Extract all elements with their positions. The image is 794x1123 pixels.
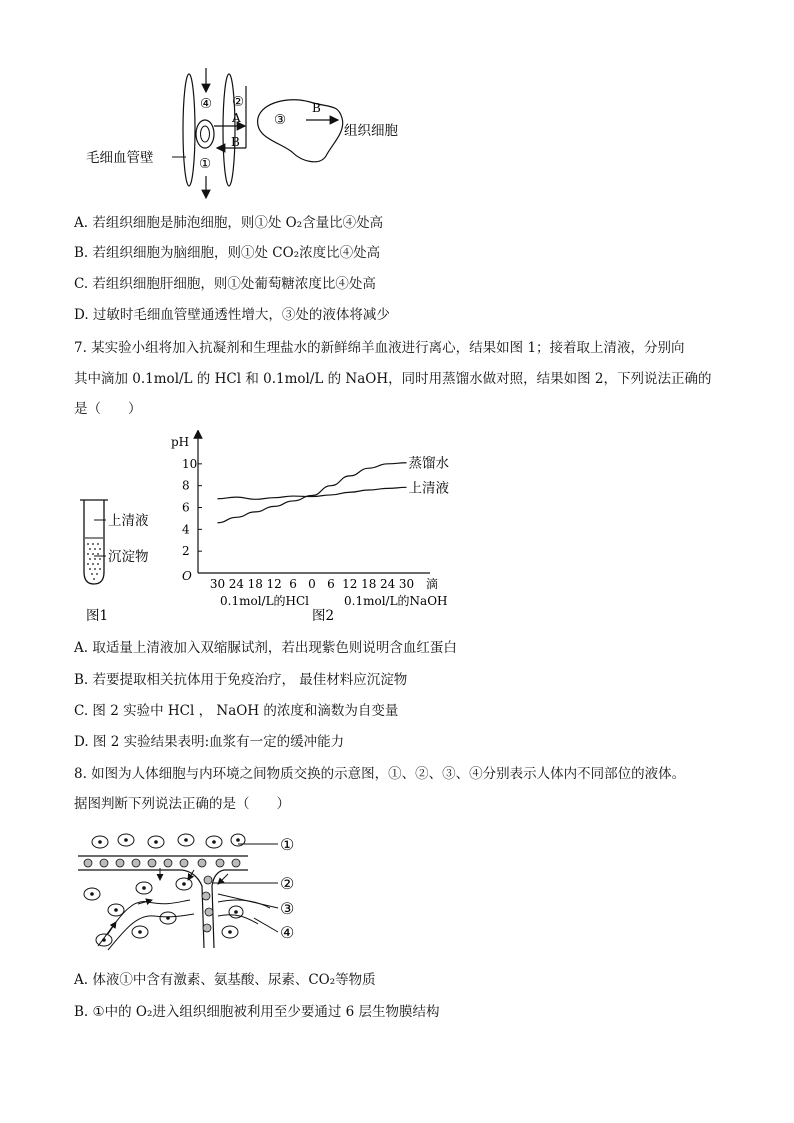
y-tick-label: 4: [182, 522, 190, 537]
x-tick-label: 12: [342, 577, 358, 591]
label-supernatant: 上清液: [108, 513, 149, 529]
y-axis-label: pH: [171, 435, 190, 449]
y-tick-label: 10: [182, 456, 198, 471]
x-tick-label: 6: [327, 577, 335, 591]
capillary-wall-right: [223, 74, 235, 186]
x-tick-label: 24: [228, 577, 245, 591]
q7-option-d: D. 图 2 实验结果表明:血浆有一定的缓冲能力: [74, 734, 345, 750]
label-B-back: B: [231, 135, 240, 149]
x-tick-label: 0: [308, 577, 316, 591]
figure2-caption: 图2: [312, 608, 335, 624]
q8-stem-line1: 8. 如图为人体细胞与内环境之间物质交换的示意图，①、②、③、④分别表示人体内不同部位的液体。: [74, 766, 686, 782]
q8-label-1: ①: [280, 835, 295, 854]
q8-option-a: A. 体液①中含有激素、氨基酸、尿素、CO₂等物质: [74, 972, 376, 988]
capillary-exchange-diagram: [80, 66, 420, 204]
q7-option-a: A. 取适量上清液加入双缩脲试剂，若出现紫色则说明含血红蛋白: [74, 640, 457, 656]
x-tick-label: 18: [247, 577, 263, 591]
label-sediment: 沉淀物: [108, 549, 149, 565]
capillary-wall-left: [183, 74, 195, 186]
origin-label: O: [182, 569, 192, 583]
label-B-out: B: [312, 101, 321, 115]
q8-label-3: ③: [280, 899, 295, 918]
q7-stem-line2: 其中滴加 0.1mol/L 的 HCl 和 0.1mol/L 的 NaOH，同时用蒸馏水做对照，结果如图 2，下列说法正确的: [74, 371, 712, 387]
q8-stem-line2: 据图判断下列说法正确的是（ ）: [74, 796, 290, 812]
q7-stem-line1: 7. 某实验小组将加入抗凝剂和生理盐水的新鲜绵羊血液进行离心，结果如图 1；接着取上清液，分别向: [74, 340, 685, 356]
label-2: ②: [232, 94, 245, 110]
tissue-exchange-diagram: [78, 828, 314, 954]
x-tick-label: 18: [361, 577, 377, 591]
tissue-cell: [258, 100, 343, 162]
series-label-supernatant: 上清液: [408, 480, 450, 497]
label-4: ④: [200, 96, 213, 112]
figure1-caption: 图1: [86, 608, 109, 624]
x-group-label-naoh: 0.1mol/L的NaOH: [344, 594, 448, 608]
q7-option-c: C. 图 2 实验中 HCl ， NaOH 的浓度和滴数为自变量: [74, 703, 399, 719]
blood-cell-outer: [196, 120, 214, 148]
x-tick-label: 12: [266, 577, 282, 591]
x-unit-label: 滴: [426, 577, 439, 591]
label-3: ③: [274, 112, 287, 128]
figure2-ph-chart: [168, 430, 478, 630]
q6-option-c: C. 若组织细胞肝细胞，则①处葡萄糖浓度比④处高: [74, 276, 376, 292]
q6-option-d: D. 过敏时毛细血管壁通透性增大，③处的液体将减少: [74, 307, 390, 323]
label-1: ①: [199, 156, 212, 172]
q8-label-4: ④: [280, 923, 295, 942]
q7-option-b: B. 若要提取相关抗体用于免疫治疗， 最佳材料应沉淀物: [74, 672, 408, 688]
x-tick-label: 24: [379, 577, 396, 591]
y-tick-label: 2: [182, 544, 190, 559]
label-tissue-cell: 组织细胞: [344, 123, 398, 139]
x-tick-label: 30: [398, 577, 415, 591]
figure1-test-tube: [78, 492, 178, 628]
label-A: A: [232, 111, 241, 125]
series-line-supernatant: [217, 487, 406, 499]
x-tick-label: 30: [209, 577, 226, 591]
q8-label-2: ②: [280, 874, 295, 893]
series-line-distilled-water: [217, 463, 406, 523]
q6-option-b: B. 若组织细胞为脑细胞，则①处 CO₂浓度比④处高: [74, 245, 381, 261]
series-label-distilled-water: 蒸馏水: [408, 455, 450, 472]
q7-stem-line3: 是（ ）: [74, 401, 142, 417]
q6-option-a: A. 若组织细胞是肺泡细胞，则①处 O₂含量比④处高: [74, 215, 384, 231]
x-tick-label: 6: [289, 577, 297, 591]
q8-option-b: B. ①中的 O₂进入组织细胞被利用至少要通过 6 层生物膜结构: [74, 1004, 440, 1020]
y-tick-label: 6: [182, 500, 190, 515]
x-group-label-hcl: 0.1mol/L的HCl: [220, 594, 310, 608]
label-wall: 毛细血管壁: [86, 150, 154, 166]
blood-cell-inner: [201, 126, 210, 142]
y-tick-label: 8: [182, 478, 190, 493]
